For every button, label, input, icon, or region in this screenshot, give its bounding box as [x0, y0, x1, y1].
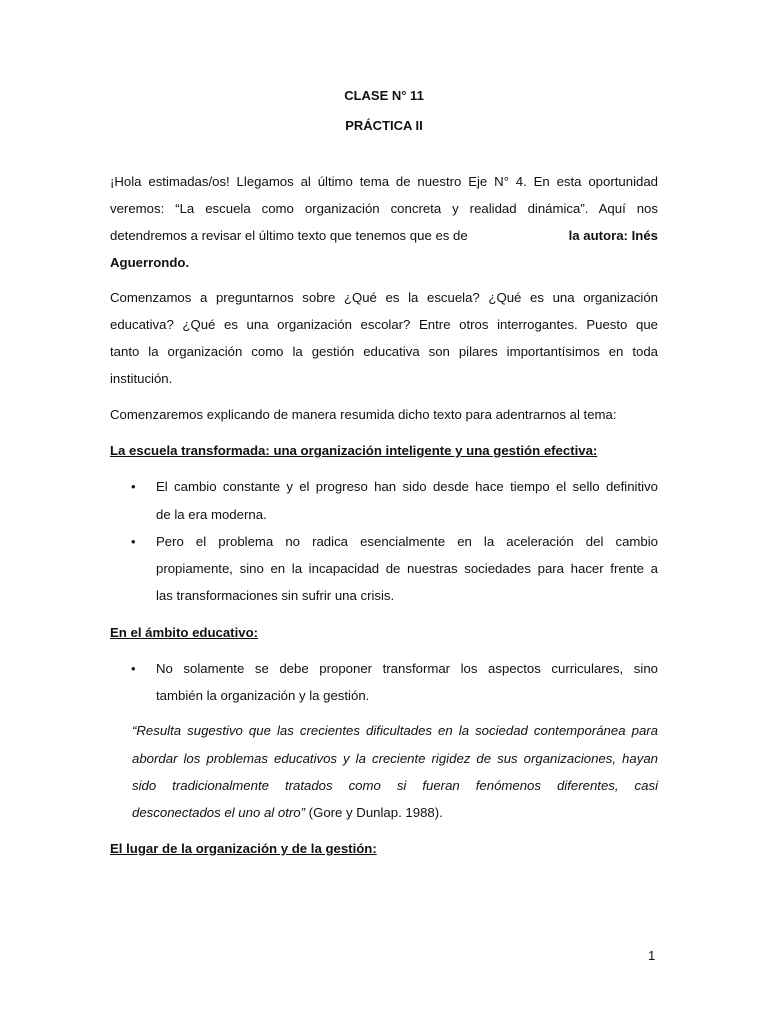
- quote-line-3: sido tradicionalmente tratados como si fueran fenómenos diferentes, casi: [132, 778, 658, 793]
- para3: Comenzaremos explicando de manera resumida dicho texto para adentrarnos al tema:: [110, 407, 617, 422]
- page-subtitle: PRÁCTICA II: [345, 118, 423, 133]
- bullet1-line-2: de la era moderna.: [156, 507, 267, 522]
- section3-heading: El lugar de la organización y de la gestión:: [110, 841, 377, 856]
- quote-line-2: abordar los problemas educativos y la creciente rigidez de sus organizaciones, hayan: [132, 751, 658, 766]
- para2-line-3: tanto la organización como la gestión educativa son pilares importantísimos en toda: [110, 344, 658, 359]
- section1-heading: La escuela transformada: una organización inteligente y una gestión efectiva:: [110, 443, 598, 458]
- para2-line-4: institución.: [110, 371, 173, 386]
- quote-end-text: desconectados el uno al otro”: [132, 805, 306, 820]
- bullet-marker: •: [131, 661, 136, 676]
- bullet3-line-2: también la organización y la gestión.: [156, 688, 370, 703]
- intro-line-3: [110, 228, 658, 243]
- bullet-marker: •: [131, 479, 136, 494]
- bullet2-line-1: Pero el problema no radica esencialmente en la aceleración del cambio: [156, 534, 658, 549]
- intro-line-4: Aguerrondo.: [110, 255, 190, 270]
- bullet-marker: •: [131, 534, 136, 549]
- bullet1-line-1: El cambio constante y el progreso han sido desde hace tiempo el sello definitivo: [156, 479, 658, 494]
- intro-line-3-text: detendremos a revisar el último texto que tenemos que es de: [110, 228, 468, 243]
- intro-line-1: ¡Hola estimadas/os! Llegamos al último tema de nuestro Eje N° 4. En esta oportunidad: [110, 174, 658, 189]
- page-title: CLASE N° 11: [344, 88, 424, 103]
- bullet3-line-1: No solamente se debe proponer transformar los aspectos curriculares, sino: [156, 661, 658, 676]
- bullet2-line-3: las transformaciones sin sufrir una crisis.: [156, 588, 395, 603]
- quote-line-1: “Resulta sugestivo que las crecientes dificultades en la sociedad contemporánea para: [132, 723, 658, 738]
- page-number: 1: [648, 948, 656, 963]
- section2-heading: En el ámbito educativo:: [110, 625, 259, 640]
- para2-line-2: educativa? ¿Qué es una organización escolar? Entre otros interrogantes. Puesto que: [110, 317, 658, 332]
- quote-citation: (Gore y Dunlap. 1988).: [305, 805, 443, 820]
- para2-line-1: Comenzamos a preguntarnos sobre ¿Qué es la escuela? ¿Qué es una organización: [110, 290, 658, 305]
- author-highlight: la autora: Inés: [568, 228, 658, 243]
- quote-line-4: [132, 805, 658, 820]
- bullet2-line-2: propiamente, sino en la incapacidad de nuestras sociedades para hacer frente a: [156, 561, 658, 576]
- intro-line-2: veremos: “La escuela como organización concreta y realidad dinámica”. Aquí nos: [110, 201, 658, 216]
